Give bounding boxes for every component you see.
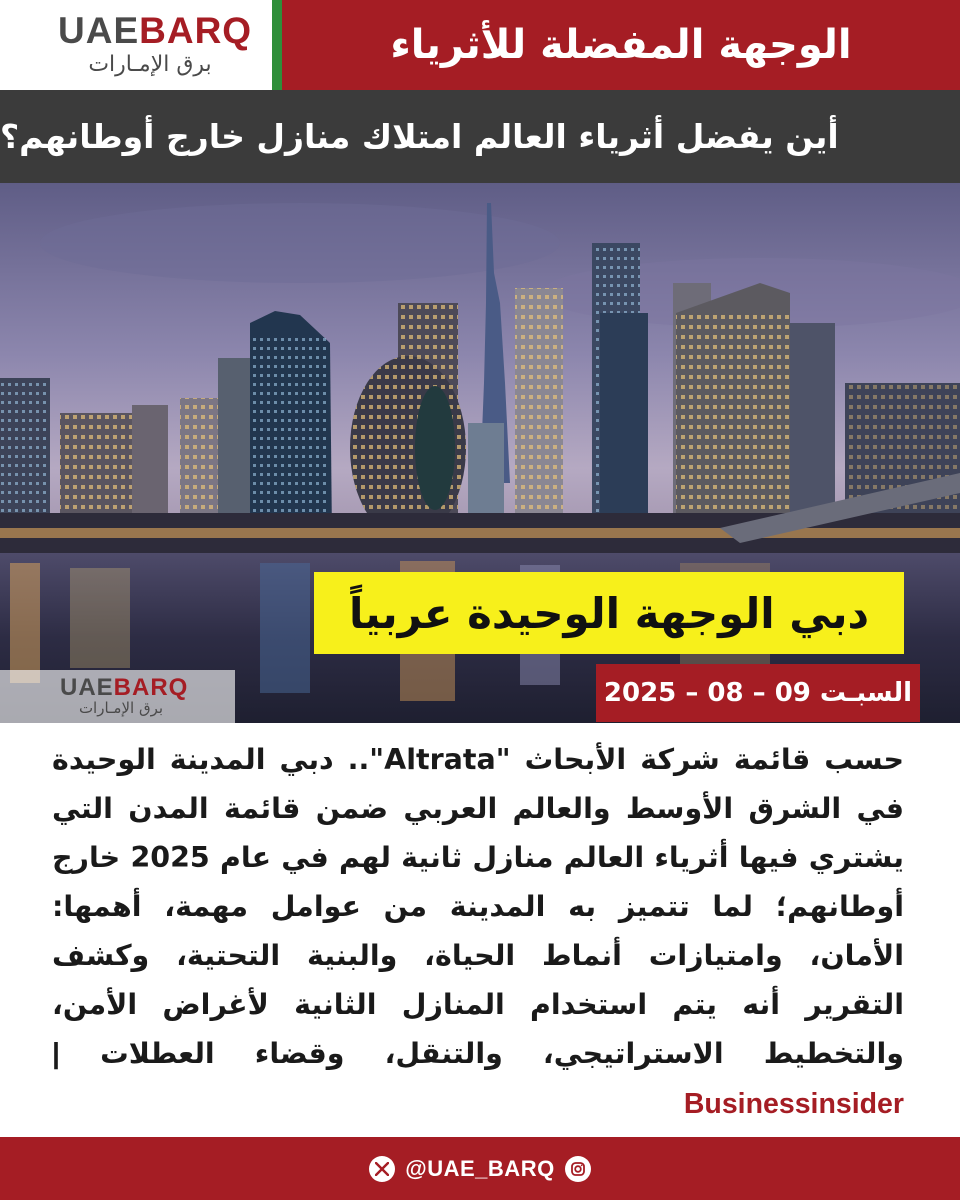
- date-badge: [596, 664, 920, 722]
- footer-bar: [0, 1137, 960, 1200]
- article-body: [52, 735, 904, 1135]
- highlight-text: دبي الوجهة الوحيدة عربياً: [348, 588, 870, 638]
- highlight-banner: [314, 572, 904, 654]
- article-text: حسب قائمة شركة الأبحاث "Altrata".. دبي المدينة الوحيدة في الشرق الأوسط والعالم العربي ضمن قائمة المدن التي يشتري فيها أثرياء العالم منازل ثانية لهم في عام 2025 خارج أوطانهم؛ لما تتميز به المدينة من عوامل مهمة، أهمها: الأمان، وامتيازات أنماط الحياة، والبنية التحتية، وكشف التقرير أنه يتم استخدام المنازل الثانية لأغراض الأمن، والتخطيط الاستراتيجي، والتنقل، وقضاء العطلات: [52, 743, 904, 1070]
- source-credit: Businessinsider: [683, 1088, 904, 1120]
- x-icon[interactable]: [369, 1156, 395, 1182]
- page-title: الوجهة المفضلة للأثرياء: [390, 22, 852, 68]
- post-date: السبـت 09 – 08 – 2025: [603, 678, 913, 708]
- source-separator: |: [52, 1038, 60, 1070]
- subtitle-bar: [0, 90, 960, 183]
- social-handle[interactable]: @UAE_BARQ: [405, 1155, 555, 1181]
- photo-watermark-logo: [0, 670, 235, 723]
- instagram-icon[interactable]: [565, 1156, 591, 1182]
- brand-logo: [0, 0, 272, 90]
- logo-accent-stripe: [272, 0, 282, 90]
- page-subtitle: أين يفضل أثرياء العالم امتلاك منازل خارج أوطانهم؟: [0, 117, 839, 156]
- header-title-bar: [282, 0, 960, 90]
- logo-wordmark: UAEBARQ: [58, 10, 253, 51]
- watermark-wordmark: UAEBARQ: [60, 674, 189, 701]
- logo-arabic: برق الإمـارات: [88, 52, 212, 77]
- watermark-arabic: برق الإمـارات: [78, 699, 164, 717]
